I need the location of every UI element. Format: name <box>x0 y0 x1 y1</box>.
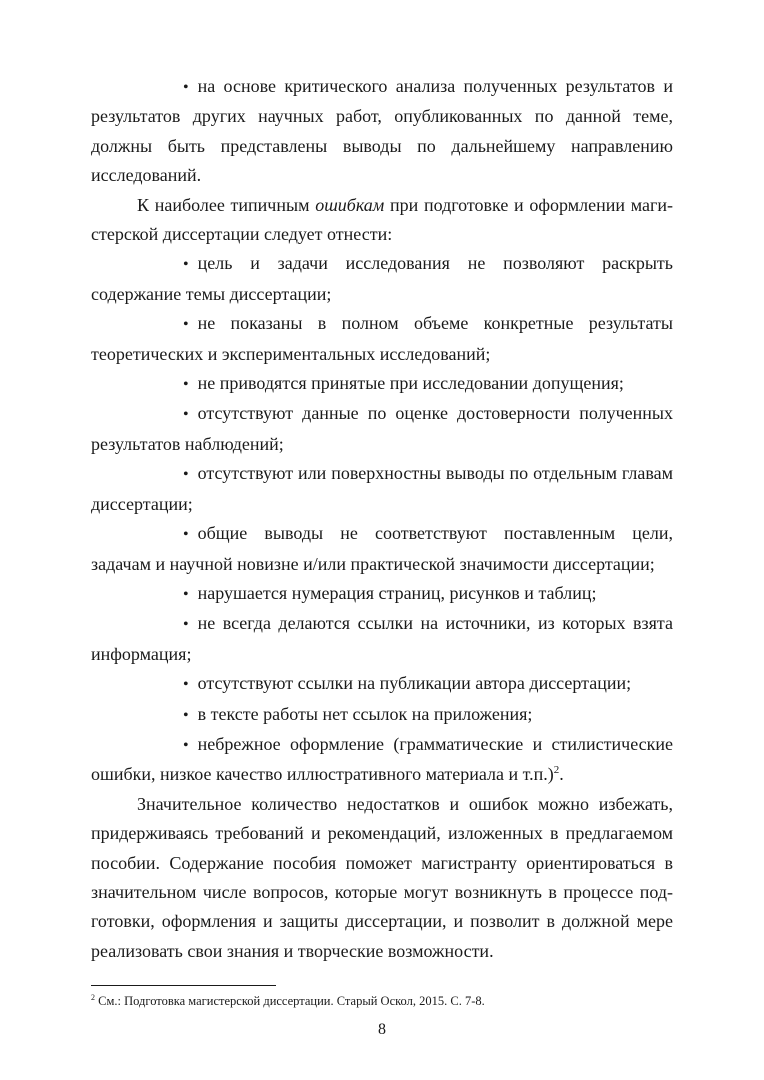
bullet-text: отсутствуют или поверхностны выводы по отдельным главам диссертации; <box>91 463 673 514</box>
bullet-text: в тексте работы нет ссылок на приложения; <box>197 703 533 724</box>
bullet-item <box>91 459 673 519</box>
footnote-text: См.: Подготовка магистерской диссертации. Старый Оскол, 2015. С. 7-8. <box>95 994 485 1008</box>
paragraph-text: при подготовке и оформлении магистерской диссертации следует отнести: <box>91 194 673 245</box>
paragraph-errors-intro <box>91 191 673 250</box>
bullet-item <box>91 519 673 579</box>
body-text <box>91 72 673 966</box>
bullet-icon: • <box>183 706 189 724</box>
bullet-item <box>91 669 673 699</box>
bullet-icon: • <box>183 79 189 96</box>
bullet-item <box>91 730 673 790</box>
bullet-text: нарушается нумерация страниц, рисунков и таблиц; <box>197 582 597 603</box>
emphasized-word: ошибкам <box>315 194 385 215</box>
footnote-divider <box>91 985 276 986</box>
footnote-marker: 2 <box>91 992 95 1002</box>
bullet-text: на основе критического анализа полученных результатов и результатов других научных работ, опубликованных по данной теме, должны быть представлены выводы по дальнейшему направлению исследований. <box>91 76 673 186</box>
bullet-icon: • <box>183 256 189 274</box>
bullet-icon: • <box>183 316 189 334</box>
footnote <box>91 993 673 1009</box>
bullet-item <box>91 609 673 669</box>
bullet-item <box>91 579 673 609</box>
bullet-text: отсутствуют ссылки на публикации автора диссертации; <box>197 673 632 694</box>
paragraph-text: К наиболее типичным <box>137 194 316 215</box>
bullet-text: небрежное оформление (грамматические и стилистические ошибки, низкое качество иллюстративного материала и т.п.) <box>91 733 673 785</box>
bullet-icon: • <box>183 616 189 634</box>
bullet-icon: • <box>183 676 189 694</box>
page-number: 8 <box>378 1021 386 1038</box>
footnote-reference: 2 <box>553 764 560 777</box>
bullet-item <box>91 369 673 399</box>
paragraph-text: Значительное количество недостатков и ошибок можно избежать, придерживаясь требований и рекомендаций, изложенных в предлагаемом пособии. Содержание пособия поможет магистранту ориентироваться в значительном числе вопросов, которые могут возникнуть в процессе подготовки, оформления и защиты диссертации, и позволит в должной мере реализовать свои знания и творческие возможности. <box>91 793 673 961</box>
bullet-text-tail: . <box>559 764 564 785</box>
bullet-text: не приводятся принятые при исследовании допущения; <box>197 373 624 394</box>
bullet-icon: • <box>183 526 189 544</box>
bullet-item <box>91 700 673 730</box>
bullet-text: цель и задачи исследования не позволяют раскрыть содержание темы диссертации; <box>91 253 673 304</box>
bullet-text: отсутствуют данные по оценке достоверности полученных результатов наблюдений; <box>91 403 673 454</box>
bullet-icon: • <box>183 376 189 394</box>
bullet-item <box>91 249 673 309</box>
bullet-text: не показаны в полном объеме конкретные результаты теоретических и экспериментальных исследований; <box>91 313 673 364</box>
bullet-item <box>91 399 673 459</box>
bullet-text: общие выводы не соответствуют поставленным цели, задачам и научной новизне и/или практической значимости диссертации; <box>91 523 673 574</box>
bullet-icon: • <box>183 466 189 484</box>
paragraph-conclusion <box>91 790 673 966</box>
bullet-item <box>91 309 673 369</box>
bullet-item <box>91 72 673 191</box>
bullet-text: не всегда делаются ссылки на источники, из которых взята информация; <box>91 613 673 664</box>
bullet-icon: • <box>183 406 189 424</box>
bullet-icon: • <box>183 736 189 754</box>
bullet-icon: • <box>183 585 189 603</box>
